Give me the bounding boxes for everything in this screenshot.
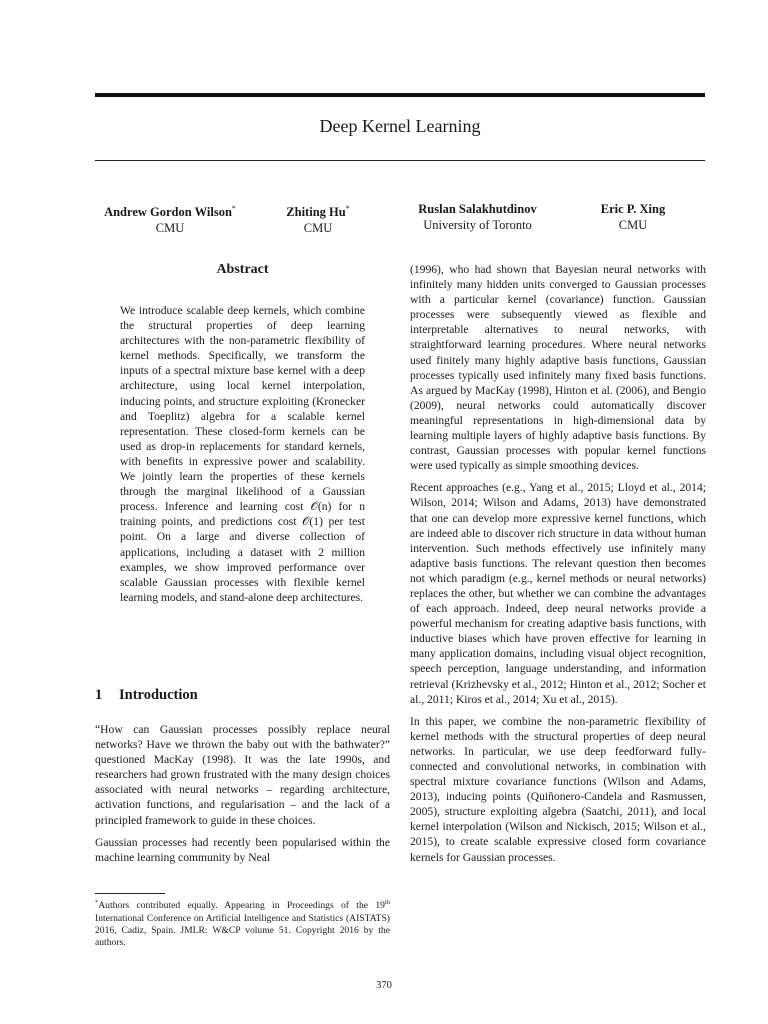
right-paragraph-2: Recent approaches (e.g., Yang et al., 2015; Lloyd et al., 2014; Wilson, 2014; Wilson and Adams, 2013) have demonstrated that one can develop more expressive kernel functions, which are indeed able to discover rich structure in data without human intervention. Such methods effectively use infinitely many adaptive basis functions. The relevant question then becomes not which paradigm (e.g., kernel methods or neural networks) replaces the other, but whether we can combine the advantages of each approach. Indeed, deep neural networks provide a powerful mechanism for creating adaptive basis functions, with inductive biases which have proven effective for learning in many application domains, including visual object recognition, speech perception, language understanding, and information retrieval (Krizhevsky et al., 2012; Hinton et al., 2012; Socher et al., 2011; Kiros et al., 2014; Xu et al., 2015).: [410, 481, 706, 706]
title-rule: [95, 160, 705, 161]
footnote-mark: *: [95, 899, 99, 906]
author-name: Eric P. Xing: [600, 202, 666, 216]
paper-title: Deep Kernel Learning: [319, 116, 481, 136]
author-4: [573, 201, 693, 233]
author-affiliation: CMU: [303, 221, 333, 236]
abstract-heading: Abstract: [216, 262, 269, 277]
author-affiliation: CMU: [618, 218, 648, 232]
author-name: Andrew Gordon Wilson: [104, 205, 232, 220]
author-1: [80, 201, 260, 236]
author-3: [395, 201, 560, 233]
section-title: Introduction: [119, 687, 198, 703]
footnote-text-post: International Conference on Artificial Intelligence and Statistics (AISTATS) 2016, Cadiz, Spain. JMLR: W&CP volume 51. Copyright 2016 by the authors.: [95, 912, 390, 949]
abstract-text: We introduce scalable deep kernels, which combine the structural properties of deep learning architectures with the non-parametric flexibility of kernel methods. Specifically, we transform the inputs of a spectral mixture base kernel with a deep architecture, using local kernel interpolation, inducing points, and structure exploiting (Kronecker and Toeplitz) algebra for a scalable kernel representation. These closed-form kernels can be used as drop-in replacements for standard kernels, with benefits in expressive power and scalability. We jointly learn the properties of these kernels through the marginal likelihood of a Gaussian process. Inference and learning cost 𝒪(n) for n training points, and predictions cost 𝒪(1) per test point. On a large and diverse collection of applications, including a dataset with 2 million examples, we show improved performance over scalable Gaussian processes with flexible kernel learning models, and stand-alone deep architectures.: [120, 304, 365, 604]
author-mark: *: [231, 204, 236, 213]
right-paragraph-1: (1996), who had shown that Bayesian neural networks with infinitely many hidden units converged to Gaussian processes with a particular kernel (covariance) function. Gaussian processes were subsequently viewed as flexible and interpretable alternatives to neural networks, with straightforward learning procedures. Where neural networks used finitely many highly adaptive basis functions, Gaussian processes typically used infinitely many fixed basis functions. As argued by MacKay (1998), Hinton et al. (2006), and Bengio (2009), neural networks could automatically discover meaningful representations in high-dimensional data by learning multiple layers of highly adaptive basis functions. By contrast, Gaussian processes with popular kernel functions were used typically as simple smoothing devices.: [410, 263, 706, 473]
author-affiliation: CMU: [155, 221, 185, 236]
abstract-body: [120, 303, 365, 605]
author-2: [263, 201, 373, 236]
author-name: Ruslan Salakhutdinov: [418, 202, 537, 216]
footnote-text-pre: Authors contributed equally. Appearing in Proceedings of the 19: [98, 900, 385, 912]
right-column: [410, 262, 706, 865]
footnote-rule: [95, 893, 165, 894]
footnote: [95, 897, 390, 950]
intro-paragraph-1: “How can Gaussian processes possibly replace neural networks? Have we thrown the baby out with the bathwater?” questioned MacKay (1998). It was the late 1990s, and researchers had grown frustrated with the many design choices associated with neural networks – regarding architecture, activation functions, and regularisation – and the lack of a principled framework to guide in these choices.: [95, 723, 390, 827]
section-number: 1: [95, 687, 103, 703]
right-paragraph-3: In this paper, we combine the non-parametric flexibility of kernel methods with the structural properties of deep neural networks. In particular, we use deep feedforward fully-connected and convolutional networks, in combination with spectral mixture covariance functions (Wilson and Adams, 2013), inducing points (Quiñonero-Candela and Rasmussen, 2005), structure exploiting algebra (Saatchi, 2011), and local kernel interpolation (Wilson and Nickisch, 2015; Wilson et al., 2015), to create scalable expressive closed form covariance kernels for Gaussian processes.: [410, 714, 706, 864]
section-heading: [95, 687, 198, 704]
intro-paragraph-2: Gaussian processes had recently been popularised within the machine learning community by Neal: [95, 835, 390, 864]
footnote-sup: th: [384, 899, 390, 906]
page-number: 370: [376, 980, 392, 991]
intro-left-column: [95, 722, 390, 865]
author-mark: *: [345, 204, 350, 213]
top-rule: [95, 93, 705, 97]
author-name: Zhiting Hu: [286, 205, 346, 220]
author-affiliation: University of Toronto: [423, 218, 532, 232]
